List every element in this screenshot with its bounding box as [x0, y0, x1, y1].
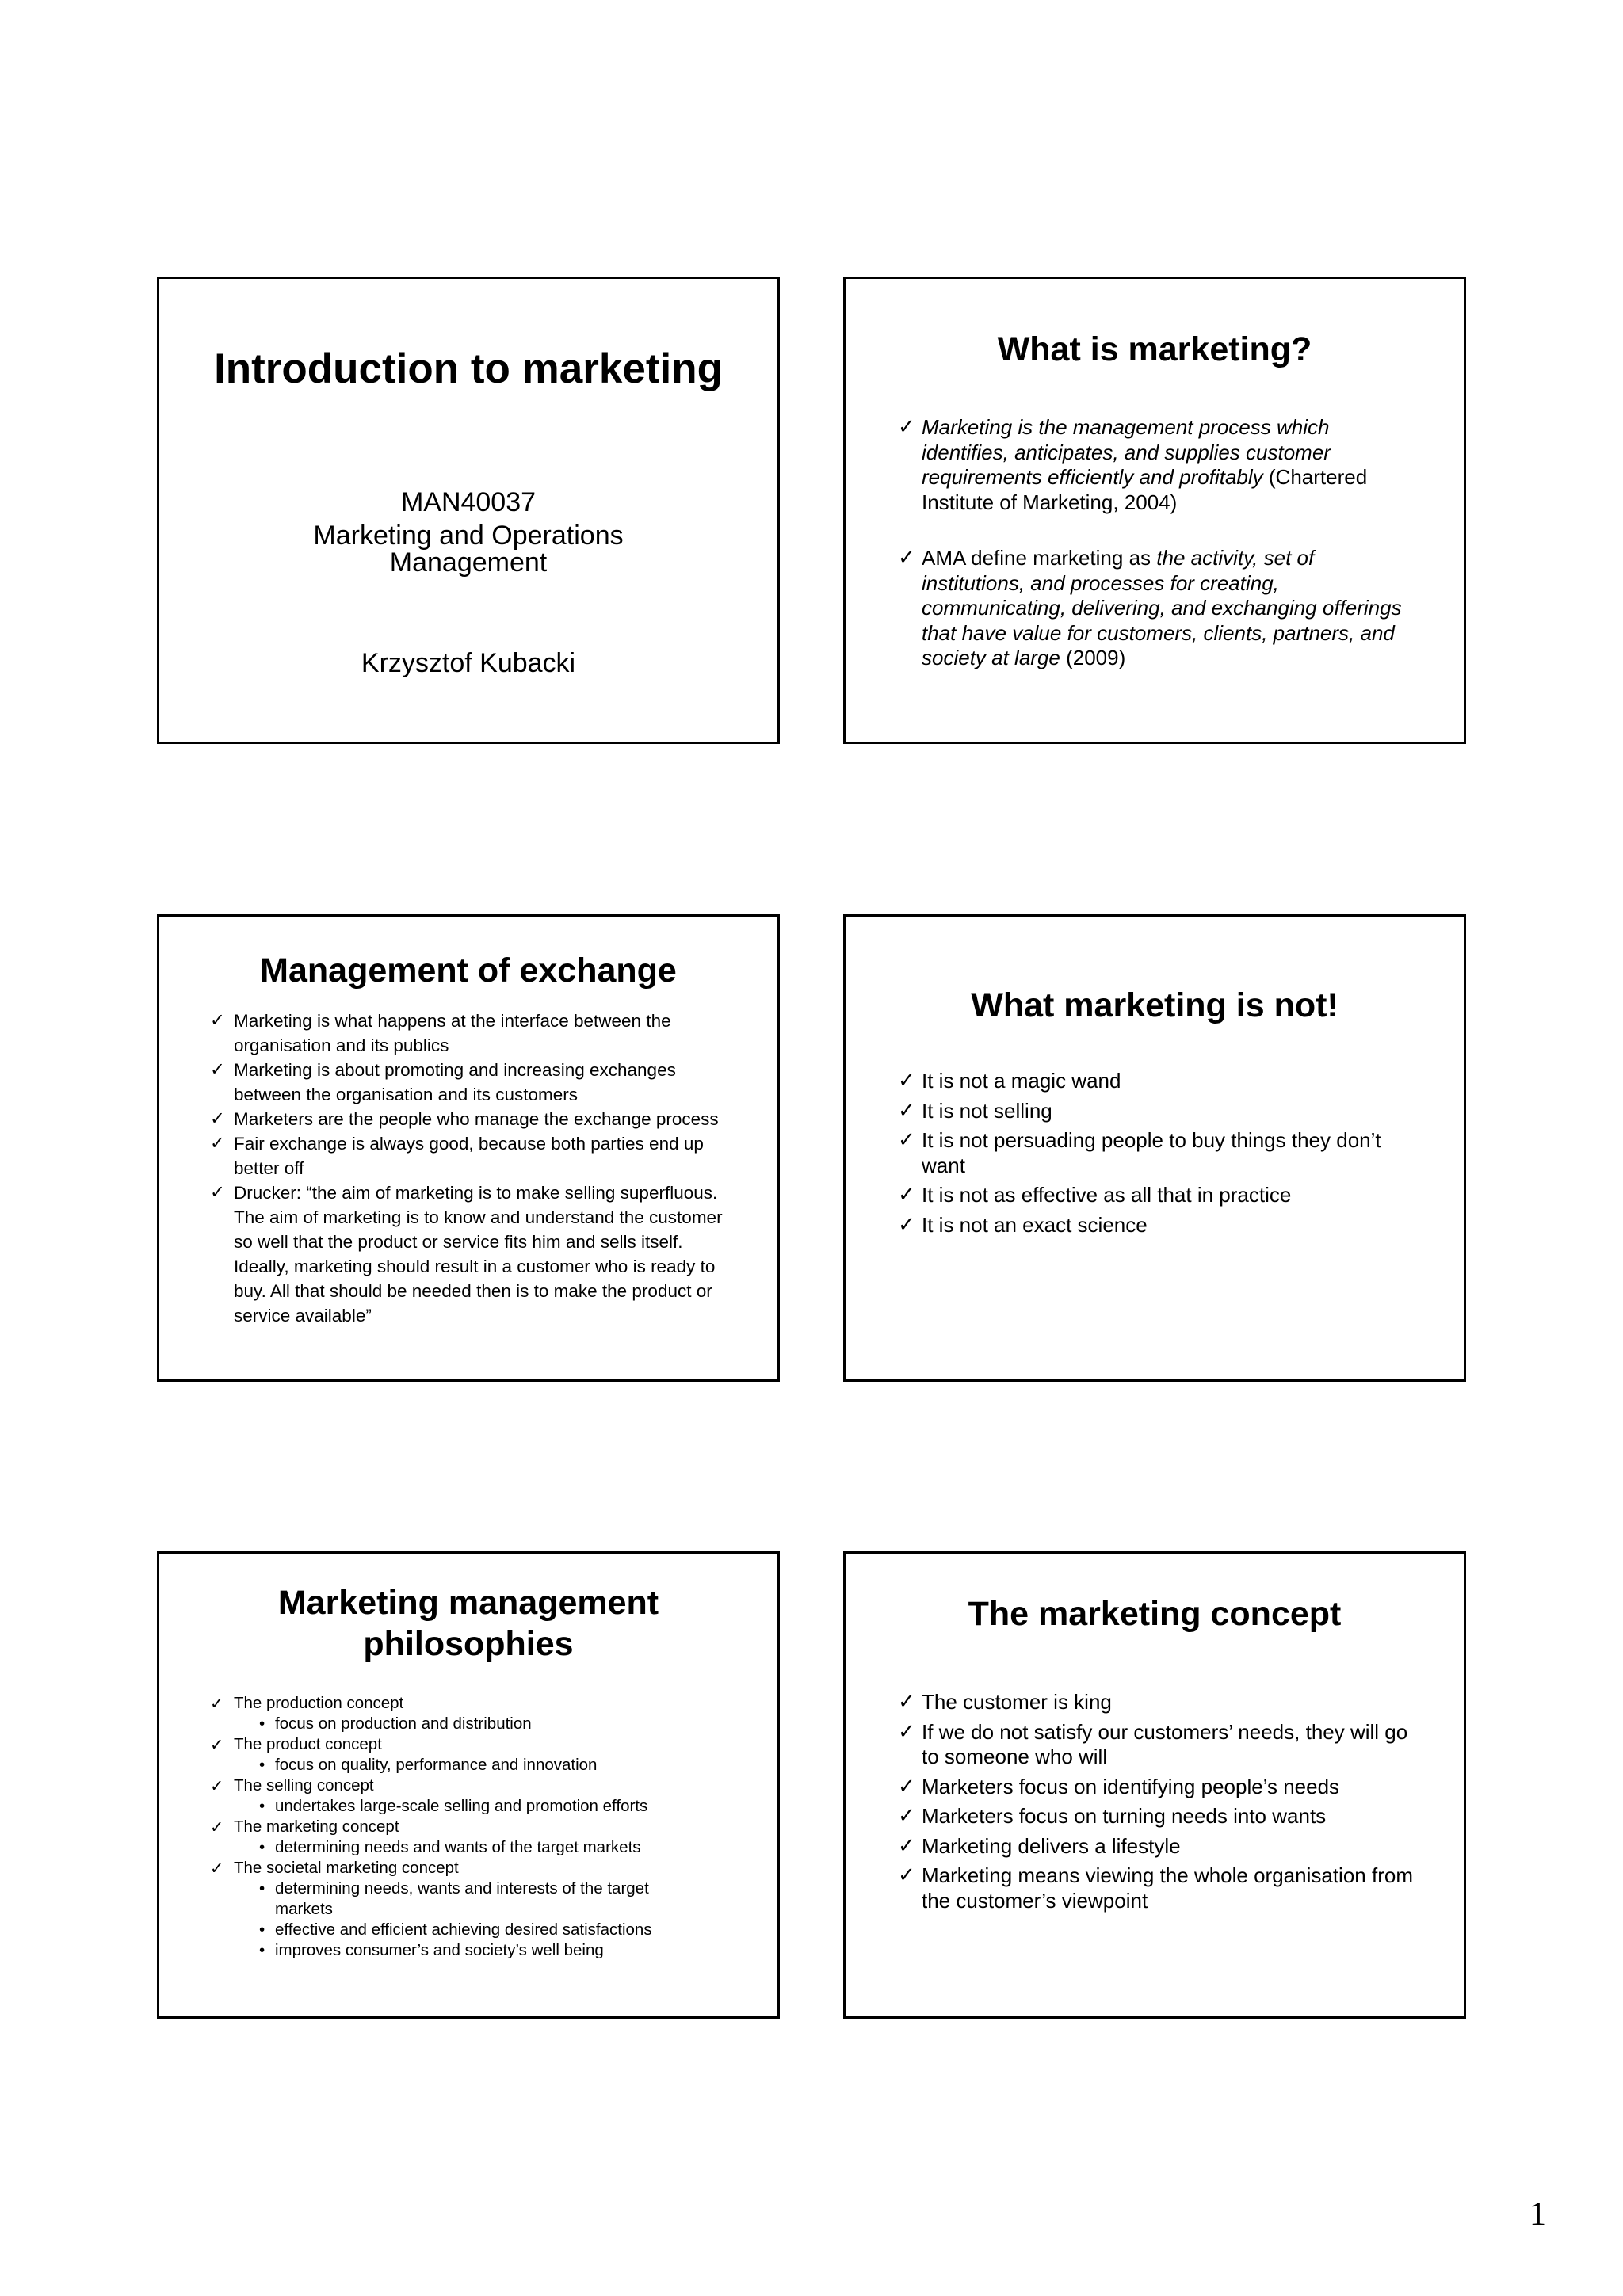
sub-item: • focus on production and distribution — [275, 1714, 725, 1734]
course-name-line1: Marketing and Operations — [313, 521, 624, 551]
list-item — [234, 1817, 725, 1858]
author-name: Krzysztof Kubacki — [361, 648, 576, 678]
list-item: ✓ Drucker: “the aim of marketing is to make selling superfluous. The aim of marketing is to know and understand the customer so well that the product or service fits him and sells itself. Ideally, marketing should result in a customer who is ready to buy. All that should be needed then is to make the product or service available” — [234, 1180, 741, 1328]
slide-management-of-exchange — [157, 914, 780, 1382]
ama-lead: AMA define marketing as — [922, 546, 1157, 570]
ama-definition: the activity, set of institutions, and processes for creating, communicating, delivering, and exchanging offerings that have value for customers, clients, partners, and society at large — [922, 546, 1402, 669]
list-item: ✓ It is not selling — [922, 1099, 1421, 1124]
list-item — [234, 1734, 725, 1775]
definition-list — [922, 415, 1421, 671]
list-item — [234, 1858, 725, 1961]
list-item: ✓ Marketers are the people who manage the exchange process — [234, 1107, 741, 1131]
list-item: ✓ Marketers focus on turning needs into wants — [922, 1804, 1421, 1829]
list-item — [922, 546, 1421, 671]
bullet-list — [922, 1690, 1421, 1913]
course-code: MAN40037 — [400, 487, 537, 517]
philosophy-list — [234, 1693, 725, 1961]
concept-label: The marketing concept — [234, 1817, 399, 1836]
list-item: ✓ Fair exchange is always good, because both parties end up better off — [234, 1131, 741, 1180]
list-item: ✓ Marketing is what happens at the interface between the organisation and its publics — [234, 1009, 741, 1058]
cim-source: (Chartered Institute of Marketing, 2004) — [922, 465, 1368, 514]
sub-item: • focus on quality, performance and innovation — [275, 1755, 725, 1775]
page-number: 1 — [1529, 2196, 1546, 2233]
slide-what-marketing-is-not — [843, 914, 1466, 1382]
sub-item: • effective and efficient achieving desired satisfactions — [275, 1920, 687, 1940]
list-item: ✓ Marketing is about promoting and increasing exchanges between the organisation and its customers — [234, 1058, 741, 1107]
list-item: ✓ It is not a magic wand — [922, 1069, 1421, 1094]
slide-marketing-philosophies — [157, 1551, 780, 2019]
concept-label: The production concept — [234, 1694, 404, 1712]
sub-item: • improves consumer’s and society’s well being — [275, 1940, 687, 1961]
slide-introduction — [157, 277, 780, 744]
title-line2: philosophies — [363, 1625, 574, 1663]
title-line1: Marketing management — [277, 1584, 659, 1622]
slide-title: Management of exchange — [260, 952, 677, 990]
slide-title: What is marketing? — [997, 330, 1312, 368]
cim-definition: Marketing is the management process which identifies, anticipates, and supplies customer requirements efficiently and profitably — [922, 415, 1331, 489]
slide-title — [159, 1582, 777, 1665]
list-item: ✓ If we do not satisfy our customers’ needs, they will go to someone who will — [922, 1720, 1421, 1770]
concept-label: The product concept — [234, 1735, 382, 1753]
sub-item: • determining needs, wants and interests of the target markets — [275, 1878, 687, 1920]
slide-title: The marketing concept — [968, 1595, 1342, 1633]
list-item: ✓ It is not as effective as all that in practice — [922, 1183, 1421, 1208]
slide-title: Introduction to marketing — [214, 345, 723, 392]
list-item — [234, 1693, 725, 1734]
concept-label: The selling concept — [234, 1776, 374, 1794]
list-item: ✓ Marketers focus on identifying people’s needs — [922, 1775, 1421, 1800]
list-item: ✓ Marketing delivers a lifestyle — [922, 1834, 1421, 1859]
sub-item: • determining needs and wants of the target markets — [275, 1837, 725, 1858]
concept-label: The societal marketing concept — [234, 1859, 459, 1877]
course-name-line2: Management — [389, 547, 548, 578]
slide-what-is-marketing — [843, 277, 1466, 744]
bullet-list — [234, 1009, 741, 1328]
slide-title: What marketing is not! — [971, 986, 1338, 1024]
list-item — [234, 1775, 725, 1817]
list-item — [922, 415, 1421, 515]
list-item: ✓ It is not persuading people to buy things they don’t want — [922, 1128, 1421, 1178]
slide-marketing-concept — [843, 1551, 1466, 2019]
bullet-list — [922, 1069, 1421, 1238]
sub-item: • undertakes large-scale selling and promotion efforts — [275, 1796, 725, 1817]
list-item: ✓ Marketing means viewing the whole organisation from the customer’s viewpoint — [922, 1863, 1421, 1913]
ama-source: (2009) — [1060, 646, 1126, 669]
list-item: ✓ The customer is king — [922, 1690, 1421, 1715]
list-item: ✓ It is not an exact science — [922, 1213, 1421, 1238]
